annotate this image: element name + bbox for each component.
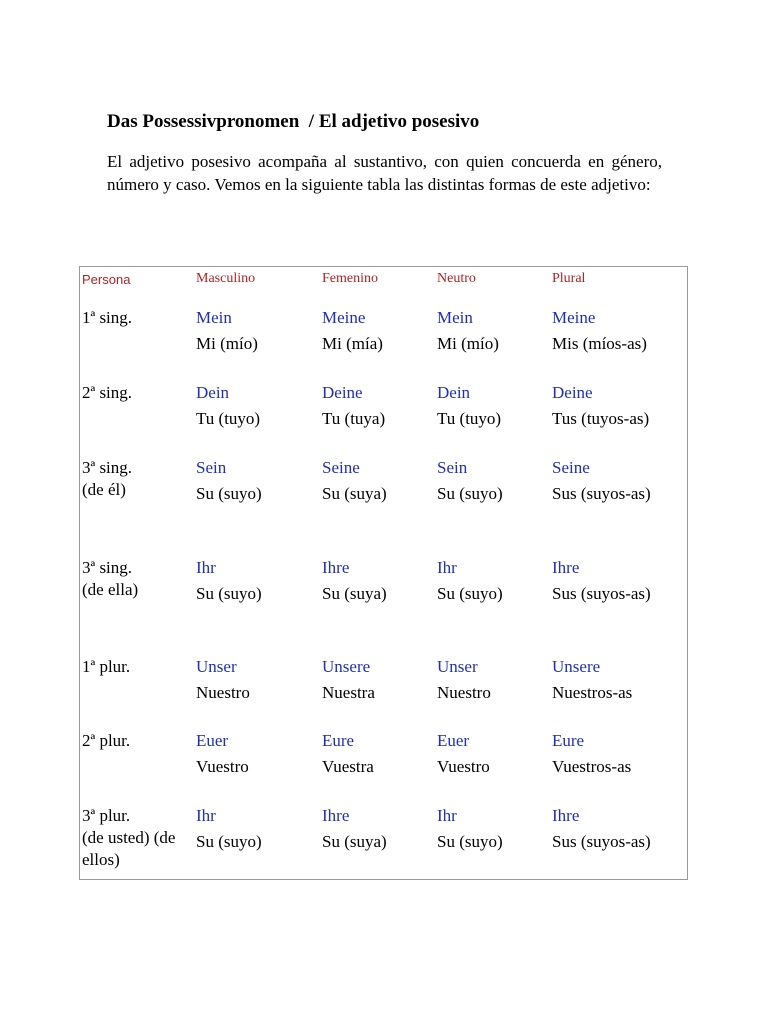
persona-label: (de él)	[82, 480, 126, 499]
german-form: Meine	[322, 308, 366, 327]
german-form: Ihre	[322, 558, 350, 577]
spanish-form: Tus (tuyos-as)	[552, 409, 650, 428]
german-form: Eure	[552, 731, 585, 750]
german-form: Seine	[552, 458, 590, 477]
spanish-form: Nuestros-as	[552, 683, 633, 702]
german-form: Meine	[552, 308, 596, 327]
german-form: Dein	[437, 383, 471, 402]
spanish-form: Tu (tuyo)	[196, 409, 261, 428]
german-form: Dein	[196, 383, 230, 402]
persona-label: 2ª plur.	[82, 731, 131, 750]
possessive-table	[79, 266, 688, 880]
german-form: Unsere	[322, 657, 371, 676]
spanish-form: Tu (tuya)	[322, 409, 386, 428]
spanish-form: Sus (suyos-as)	[552, 484, 651, 503]
persona-label: (de usted) (de	[82, 828, 176, 847]
spanish-form: Su (suyo)	[437, 484, 503, 503]
page-title: Das Possessivpronomen / El adjetivo posesivo	[107, 111, 480, 132]
german-form: Ihre	[552, 558, 580, 577]
persona-label: 3ª plur.	[82, 806, 131, 825]
german-form: Deine	[322, 383, 363, 402]
spanish-form: Mi (mío)	[437, 334, 499, 353]
german-form: Sein	[437, 458, 468, 477]
german-form: Ihre	[552, 806, 580, 825]
spanish-form: Su (suyo)	[437, 584, 503, 603]
column-header: Plural	[552, 271, 586, 286]
column-header: Femenino	[322, 271, 378, 286]
spanish-form: Nuestra	[322, 683, 375, 702]
german-form: Mein	[437, 308, 473, 327]
german-form: Ihr	[437, 558, 457, 577]
german-form: Euer	[437, 731, 470, 750]
german-form: Ihr	[437, 806, 457, 825]
column-header: Masculino	[196, 271, 256, 286]
german-form: Unsere	[552, 657, 601, 676]
persona-label: 3ª sing.	[82, 558, 133, 577]
spanish-form: Sus (suyos-as)	[552, 832, 651, 851]
german-form: Eure	[322, 731, 355, 750]
german-form: Seine	[322, 458, 360, 477]
spanish-form: Vuestros-as	[552, 757, 632, 776]
german-form: Ihre	[322, 806, 350, 825]
spanish-form: Vuestra	[322, 757, 374, 776]
persona-label: 3ª sing.	[82, 458, 133, 477]
spanish-form: Su (suya)	[322, 832, 387, 851]
spanish-form: Nuestro	[437, 683, 491, 702]
german-form: Ihr	[196, 806, 216, 825]
spanish-form: Tu (tuyo)	[437, 409, 502, 428]
spanish-form: Mi (mía)	[322, 334, 383, 353]
german-form: Mein	[196, 308, 232, 327]
persona-label: 1ª sing.	[82, 308, 133, 327]
spanish-form: Mi (mío)	[196, 334, 258, 353]
german-form: Unser	[196, 657, 237, 676]
spanish-form: Su (suyo)	[196, 484, 262, 503]
persona-label: 1ª plur.	[82, 657, 131, 676]
column-header: Neutro	[437, 271, 476, 286]
spanish-form: Vuestro	[437, 757, 490, 776]
spanish-form: Sus (suyos-as)	[552, 584, 651, 603]
spanish-form: Nuestro	[196, 683, 250, 702]
spanish-form: Su (suya)	[322, 484, 387, 503]
german-form: Euer	[196, 731, 229, 750]
spanish-form: Su (suyo)	[196, 832, 262, 851]
german-form: Unser	[437, 657, 478, 676]
german-form: Deine	[552, 383, 593, 402]
german-form: Sein	[196, 458, 227, 477]
column-header: Persona	[82, 272, 131, 287]
spanish-form: Mis (míos-as)	[552, 334, 647, 353]
persona-label: 2ª sing.	[82, 383, 133, 402]
intro-paragraph: El adjetivo posesivo acompaña al sustantivo, con quien concuerda en género, número y caso. Vemos en la siguiente tabla las distintas formas de este adjetivo:	[107, 152, 662, 194]
persona-label: (de ella)	[82, 580, 139, 599]
spanish-form: Vuestro	[196, 757, 249, 776]
persona-label: ellos)	[82, 850, 120, 869]
german-form: Ihr	[196, 558, 216, 577]
spanish-form: Su (suyo)	[437, 832, 503, 851]
spanish-form: Su (suyo)	[196, 584, 262, 603]
spanish-form: Su (suya)	[322, 584, 387, 603]
